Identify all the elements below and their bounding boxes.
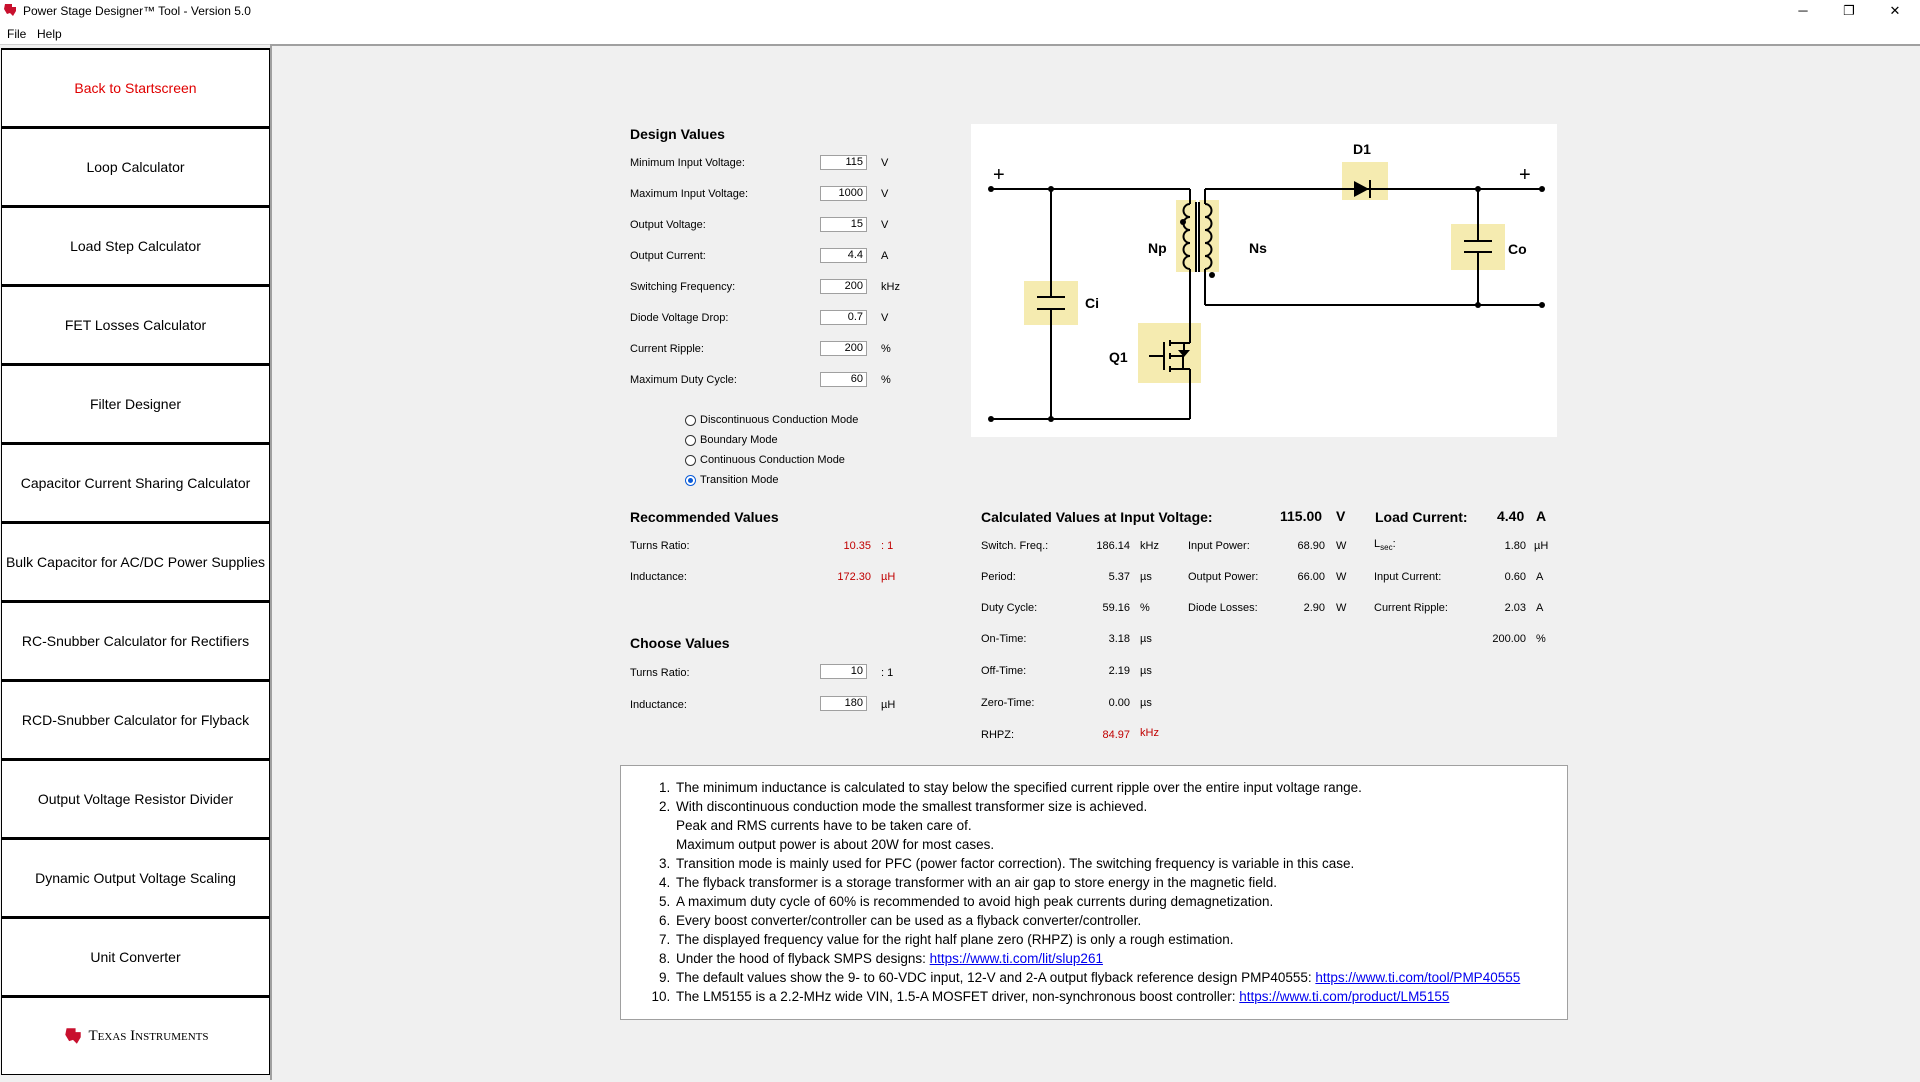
diode-voltage-drop-label: Diode Voltage Drop: xyxy=(630,312,729,324)
rhpz-value: 84.97 xyxy=(1102,729,1130,741)
unit-converter-button[interactable]: Unit Converter xyxy=(1,917,270,996)
window-title: Power Stage Designer™ Tool - Version 5.0 xyxy=(23,4,251,18)
input-current-value: 0.60 xyxy=(1504,571,1526,583)
note-item xyxy=(674,949,1567,968)
diode-losses-value: 2.90 xyxy=(1303,602,1325,614)
switch-freq-value: 186.14 xyxy=(1096,540,1130,552)
diode-voltage-drop-unit: V xyxy=(881,312,889,324)
output-current-label: Output Current: xyxy=(630,250,706,262)
bulk-capacitor-button[interactable]: Bulk Capacitor for AC/DC Power Supplies xyxy=(1,522,270,601)
sidebar xyxy=(0,48,270,1080)
max-input-voltage-input[interactable]: 1000 xyxy=(820,186,867,201)
design-values-heading: Design Values xyxy=(630,126,725,142)
current-ripple-percent-unit: % xyxy=(1536,633,1546,645)
filter-designer-button[interactable]: Filter Designer xyxy=(1,364,270,443)
ns-dot-icon xyxy=(1209,272,1215,278)
fet-losses-calculator-button[interactable]: FET Losses Calculator xyxy=(1,285,270,364)
lsec-label-main: L xyxy=(1374,538,1381,550)
on-time-unit: µs xyxy=(1140,633,1152,645)
lsec-label-tail: : xyxy=(1392,538,1396,550)
max-input-voltage-unit: V xyxy=(881,188,889,200)
notes-list xyxy=(621,766,1567,1006)
ccm-radio[interactable] xyxy=(685,455,696,466)
load-current-heading: Load Current: xyxy=(1375,509,1468,525)
current-ripple-input[interactable]: 200 xyxy=(820,341,867,356)
input-power-value: 68.90 xyxy=(1297,540,1325,552)
on-time-label: On-Time: xyxy=(981,633,1027,645)
lsec-label xyxy=(1374,538,1396,552)
max-duty-cycle-label: Maximum Duty Cycle: xyxy=(630,374,737,386)
zero-time-value: 0.00 xyxy=(1108,697,1130,709)
choose-inductance-label: Inductance: xyxy=(630,699,687,711)
recommended-values-heading: Recommended Values xyxy=(630,509,779,525)
output-power-label: Output Power: xyxy=(1188,571,1259,583)
d1-highlight xyxy=(1342,162,1388,200)
boundary-mode-label[interactable]: Boundary Mode xyxy=(700,434,778,446)
plus-in-label: + xyxy=(993,164,1005,186)
calc-input-voltage-unit: V xyxy=(1336,508,1346,524)
note-text-line2: Peak and RMS currents have to be taken care of. xyxy=(676,818,972,833)
ns-highlight xyxy=(1199,200,1219,272)
note-item: 3. Transition mode is mainly used for PFC (power factor correction). The switching frequency is variable in this case. xyxy=(674,854,1567,873)
note-item: 1. The minimum inductance is calculated to stay below the specified current ripple over the entire input voltage range. xyxy=(674,778,1567,797)
calculated-values-heading: Calculated Values at Input Voltage: xyxy=(981,509,1213,525)
co-label: Co xyxy=(1508,241,1527,257)
note-text: The LM5155 is a 2.2-MHz wide VIN, 1.5-A MOSFET driver, non-synchronous boost controller: xyxy=(676,989,1240,1004)
zero-time-unit: µs xyxy=(1140,697,1152,709)
output-current-unit: A xyxy=(881,250,889,262)
on-time-value: 3.18 xyxy=(1108,633,1130,645)
slup261-link[interactable]: https://www.ti.com/lit/slup261 xyxy=(929,951,1103,966)
period-value: 5.37 xyxy=(1108,571,1130,583)
close-button[interactable]: ✕ xyxy=(1889,3,1901,18)
capacitor-current-sharing-button[interactable]: Capacitor Current Sharing Calculator xyxy=(1,443,270,522)
np-highlight xyxy=(1176,200,1196,272)
back-to-startscreen-button[interactable]: Back to Startscreen xyxy=(1,48,270,127)
np-dot-icon xyxy=(1180,219,1186,225)
loop-calculator-button[interactable]: Loop Calculator xyxy=(1,127,270,206)
duty-cycle-unit: % xyxy=(1140,602,1150,614)
flyback-schematic xyxy=(971,124,1557,437)
diode-losses-unit: W xyxy=(1336,602,1347,614)
maximize-button[interactable]: ❐ xyxy=(1843,3,1855,18)
rec-turns-ratio-unit: : 1 xyxy=(881,540,894,552)
min-input-voltage-label: Minimum Input Voltage: xyxy=(630,157,745,169)
ti-brand-label: Texas Instruments xyxy=(88,1027,209,1044)
notes-panel xyxy=(620,765,1568,1020)
note-item xyxy=(674,797,1567,854)
output-voltage-unit: V xyxy=(881,219,889,231)
note-text-line3: Maximum output power is about 20W for most cases. xyxy=(676,837,995,852)
title-bar xyxy=(0,0,1920,22)
min-input-voltage-input[interactable]: 115 xyxy=(820,155,867,170)
ti-brand-button[interactable] xyxy=(1,996,270,1075)
note-item: 6. Every boost converter/controller can be used as a flyback converter/controller. xyxy=(674,911,1567,930)
note-text: With discontinuous conduction mode the smallest transformer size is achieved. xyxy=(676,799,1148,814)
transition-mode-label[interactable]: Transition Mode xyxy=(700,474,779,486)
ci-label: Ci xyxy=(1085,295,1099,311)
np-label: Np xyxy=(1148,240,1167,256)
choose-values-heading: Choose Values xyxy=(630,635,730,651)
lm5155-link[interactable]: https://www.ti.com/product/LM5155 xyxy=(1239,989,1450,1004)
off-time-unit: µs xyxy=(1140,665,1152,677)
current-ripple-percent-value: 200.00 xyxy=(1492,633,1526,645)
max-duty-cycle-input[interactable]: 60 xyxy=(820,372,867,387)
dcm-label[interactable]: Discontinuous Conduction Mode xyxy=(700,414,859,426)
switch-freq-unit: kHz xyxy=(1140,540,1159,552)
ns-label: Ns xyxy=(1249,240,1267,256)
rec-turns-ratio-label: Turns Ratio: xyxy=(630,540,690,552)
rec-turns-ratio-value: 10.35 xyxy=(843,540,871,552)
note-item xyxy=(674,987,1567,1006)
output-voltage-label: Output Voltage: xyxy=(630,219,706,231)
rec-inductance-value: 172.30 xyxy=(837,571,871,583)
lsec-value: 1.80 xyxy=(1504,540,1526,552)
choose-turns-ratio-input[interactable]: 10 xyxy=(820,664,867,679)
output-voltage-divider-button[interactable]: Output Voltage Resistor Divider xyxy=(1,759,270,838)
switch-freq-label: Switch. Freq.: xyxy=(981,540,1049,552)
choose-turns-ratio-label: Turns Ratio: xyxy=(630,667,690,679)
menu-help[interactable]: Help xyxy=(37,27,62,41)
note-item: 4. The flyback transformer is a storage transformer with an air gap to store energy in the magnetic field. xyxy=(674,873,1567,892)
rec-inductance-label: Inductance: xyxy=(630,571,687,583)
minimize-button[interactable]: ─ xyxy=(1798,3,1808,18)
current-ripple-calc-value: 2.03 xyxy=(1504,602,1526,614)
output-current-input[interactable]: 4.4 xyxy=(820,248,867,263)
switching-frequency-unit: kHz xyxy=(881,281,900,293)
ti-logo-icon xyxy=(63,1027,83,1045)
max-input-voltage-label: Maximum Input Voltage: xyxy=(630,188,749,200)
output-power-unit: W xyxy=(1336,571,1347,583)
switching-frequency-input[interactable]: 200 xyxy=(820,279,867,294)
off-time-value: 2.19 xyxy=(1108,665,1130,677)
current-ripple-calc-unit: A xyxy=(1536,602,1544,614)
load-step-calculator-button[interactable]: Load Step Calculator xyxy=(1,206,270,285)
note-item: 5. A maximum duty cycle of 60% is recommended to avoid high peak currents during demagnetization. xyxy=(674,892,1567,911)
choose-turns-ratio-unit: : 1 xyxy=(881,667,894,679)
lsec-unit: µH xyxy=(1534,540,1549,552)
rc-snubber-button[interactable]: RC-Snubber Calculator for Rectifiers xyxy=(1,601,270,680)
choose-inductance-input[interactable]: 180 xyxy=(820,696,867,711)
rhpz-unit: kHz xyxy=(1140,727,1159,739)
load-current-value: 4.40 xyxy=(1497,508,1525,524)
note-text: The default values show the 9- to 60-VDC input, 12-V and 2-A output flyback reference design PMP40555: xyxy=(676,970,1316,985)
note-item xyxy=(674,968,1567,987)
current-ripple-calc-label: Current Ripple: xyxy=(1374,602,1448,614)
menu-bar xyxy=(0,22,1920,45)
dcm-radio[interactable] xyxy=(685,415,696,426)
period-unit: µs xyxy=(1140,571,1152,583)
output-voltage-input[interactable]: 15 xyxy=(820,217,867,232)
duty-cycle-label: Duty Cycle: xyxy=(981,602,1038,614)
min-input-voltage-unit: V xyxy=(881,157,889,169)
transition-mode-radio[interactable] xyxy=(685,475,696,486)
choose-inductance-unit: µH xyxy=(881,699,896,711)
dynamic-voltage-scaling-button[interactable]: Dynamic Output Voltage Scaling xyxy=(1,838,270,917)
duty-cycle-value: 59.16 xyxy=(1102,602,1130,614)
ti-logo-icon xyxy=(3,3,17,17)
rhpz-label: RHPZ: xyxy=(981,729,1014,741)
note-item: 7. The displayed frequency value for the right half plane zero (RHPZ) is only a rough estimation. xyxy=(674,930,1567,949)
rcd-snubber-button[interactable]: RCD-Snubber Calculator for Flyback xyxy=(1,680,270,759)
pmp40555-link[interactable]: https://www.ti.com/tool/PMP40555 xyxy=(1315,970,1521,985)
input-power-label: Input Power: xyxy=(1188,540,1250,552)
input-current-unit: A xyxy=(1536,571,1544,583)
calc-input-voltage-value: 115.00 xyxy=(1280,508,1323,524)
period-label: Period: xyxy=(981,571,1016,583)
zero-time-label: Zero-Time: xyxy=(981,697,1035,709)
rec-inductance-unit: µH xyxy=(881,571,896,583)
ccm-label[interactable]: Continuous Conduction Mode xyxy=(700,454,845,466)
boundary-mode-radio[interactable] xyxy=(685,435,696,446)
input-current-label: Input Current: xyxy=(1374,571,1442,583)
diode-voltage-drop-input[interactable]: 0.7 xyxy=(820,310,867,325)
switching-frequency-label: Switching Frequency: xyxy=(630,281,736,293)
plus-out-label: + xyxy=(1519,164,1531,186)
q1-label: Q1 xyxy=(1109,349,1128,365)
schematic-diagram xyxy=(971,124,1557,437)
current-ripple-label: Current Ripple: xyxy=(630,343,704,355)
d1-label: D1 xyxy=(1353,141,1371,157)
max-duty-cycle-unit: % xyxy=(881,374,891,386)
load-current-unit: A xyxy=(1536,508,1547,524)
current-ripple-unit: % xyxy=(881,343,891,355)
lsec-label-sub: sec xyxy=(1380,543,1393,553)
input-power-unit: W xyxy=(1336,540,1347,552)
off-time-label: Off-Time: xyxy=(981,665,1027,677)
note-text: Under the hood of flyback SMPS designs: xyxy=(676,951,930,966)
diode-losses-label: Diode Losses: xyxy=(1188,602,1258,614)
output-power-value: 66.00 xyxy=(1297,571,1325,583)
menu-file[interactable]: File xyxy=(7,27,27,41)
